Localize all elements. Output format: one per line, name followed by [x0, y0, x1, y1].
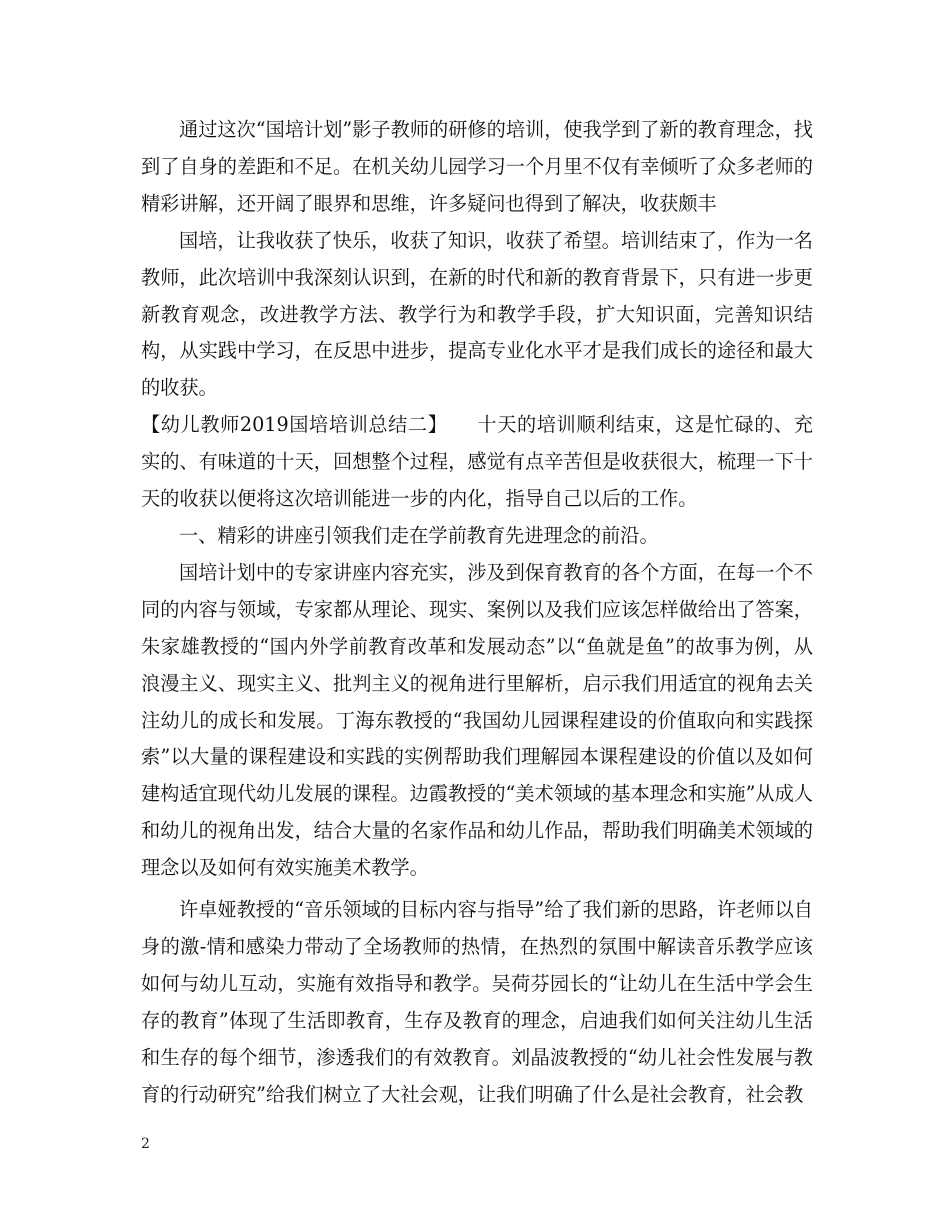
- page-number: 2: [141, 1136, 150, 1152]
- paragraph-music: 许卓娅教授的“音乐领域的目标内容与指导”给了我们新的思路，许老师以自身的激-情和感染力带动了全场教师的热情，在热烈的氛围中解读音乐教学应该如何与幼儿互动，实施有效指导和教学。吴荷芬园长的“让幼儿在生活中学会生存的教育”体现了生活即教育，生存及教育的理念，启迪我们如何关注幼儿生活和生存的每个细节，渗透我们的有效教育。刘晶波教授的“幼儿社会性发展与教育的行动研究”给我们树立了大社会观，让我们明确了什么是社会教育，社会教: [141, 898, 813, 1106]
- section-heading-paragraph: 【幼儿教师2019国培培训总结二】 十天的培训顺利结束，这是忙碌的、充实的、有味道的十天，回想整个过程，感觉有点辛苦但是收获很大，梳理一下十天的收获以便将这次培训能进一步的内化，指导自己以后的工作。: [141, 413, 813, 511]
- paragraph-1: 通过这次“国培计划”影子教师的研修的培训，使我学到了新的教育理念，找到了自身的差距和不足。在机关幼儿园学习一个月里不仅有幸倾听了众多老师的精彩讲解，还开阔了眼界和思维，许多疑问也得到了解决，收获颇丰: [141, 118, 813, 215]
- paragraph-lectures: 国培计划中的专家讲座内容充实，涉及到保育教育的各个方面，在每一个不同的内容与领域，专家都从理论、现实、案例以及我们应该怎样做给出了答案，朱家雄教授的“国内外学前教育改革和发展动态”以“鱼就是鱼”的故事为例，从浪漫主义、现实主义、批判主义的视角进行里解析，启示我们用适宜的视角去关注幼儿的成长和发展。丁海东教授的“我国幼儿园课程建设的价值取向和实践探索”以大量的课程建设和实践的实例帮助我们理解园本课程建设的价值以及如何建构适宜现代幼儿发展的课程。边霞教授的“美术领域的基本理念和实施”从成人和幼儿的视角出发，结合大量的名家作品和幼儿作品，帮助我们明确美术领域的理念以及如何有效实施美术教学。: [141, 560, 813, 880]
- paragraph-2: 国培，让我收获了快乐，收获了知识，收获了希望。培训结束了，作为一名教师，此次培训中我深刻认识到，在新的时代和新的教育背景下，只有进一步更新教育观念，改进教学方法、教学行为和教学手段，扩大知识面，完善知识结构，从实践中学习，在反思中进步，提高专业化水平才是我们成长的途径和最大的收获。: [141, 228, 813, 400]
- paragraph-heading-one: 一、精彩的讲座引领我们走在学前教育先进理念的前沿。: [179, 523, 659, 547]
- document-body: [141, 112, 813, 1113]
